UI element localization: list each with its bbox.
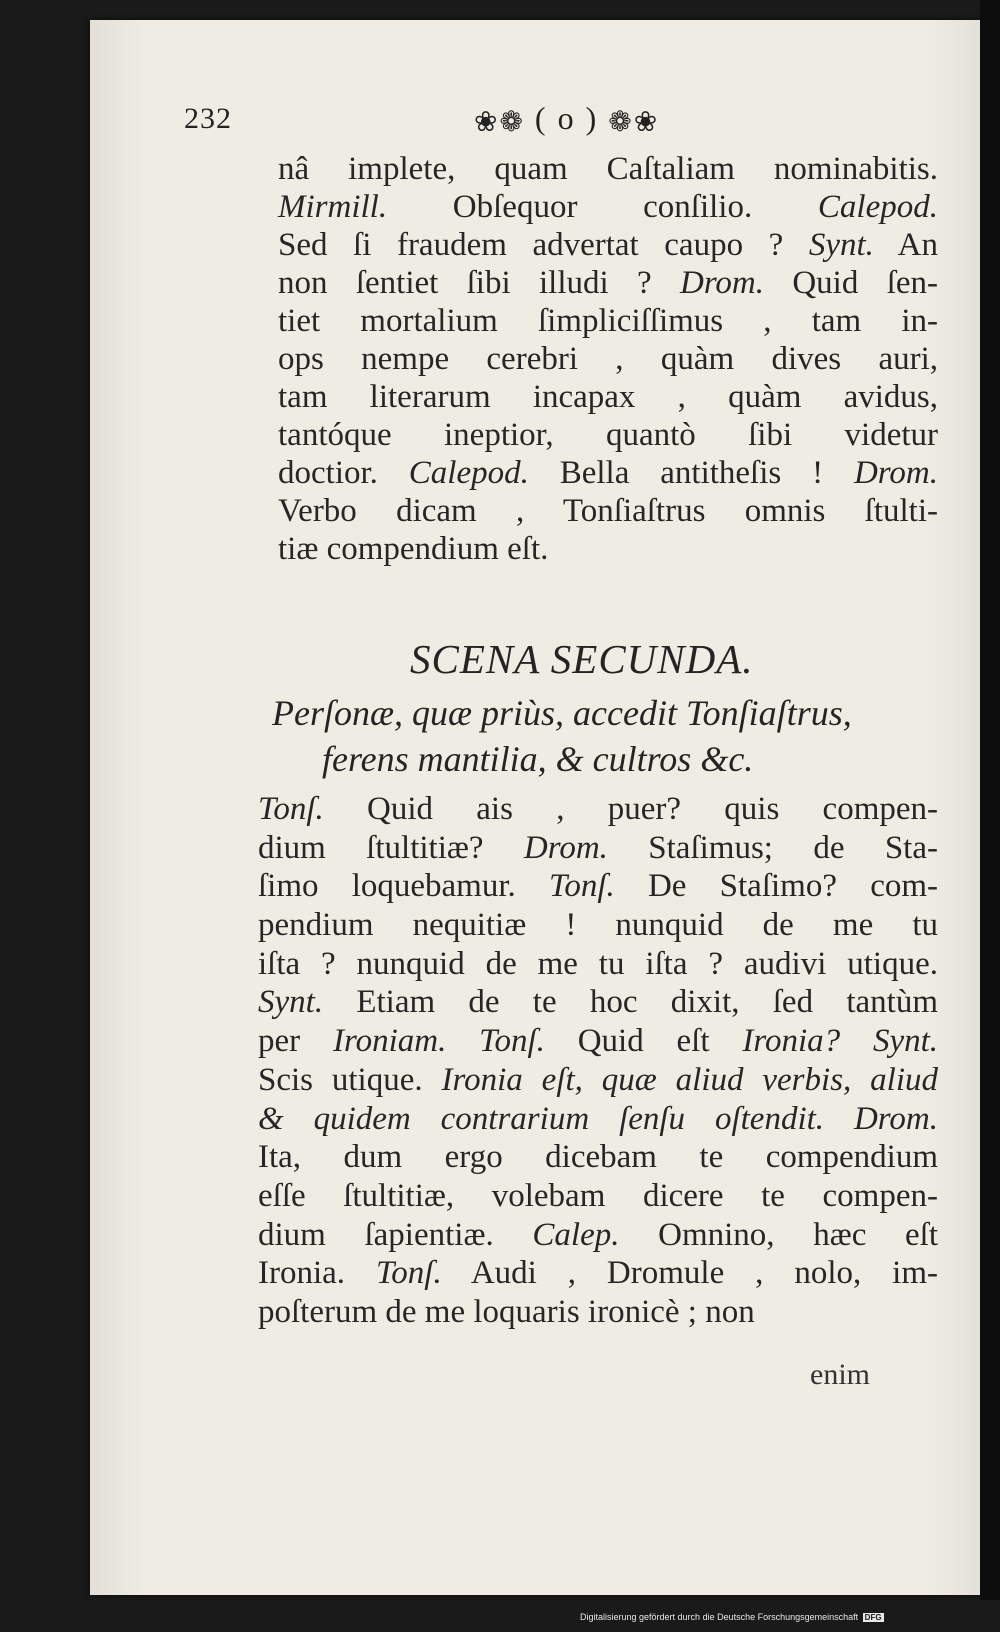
line-text: Obſequor conſilio. bbox=[387, 189, 818, 225]
line-text: Staſimus; de Sta- bbox=[607, 829, 938, 866]
line-text: Bella antitheſis ! bbox=[528, 455, 854, 491]
speaker-or-italic-text: Ironia eſt, quæ aliud verbis, aliud bbox=[441, 1061, 939, 1098]
speaker-or-italic-text: & quidem contrarium ſenſu oſtendit. bbox=[258, 1100, 825, 1137]
speaker-or-italic-text: Mirmill. bbox=[278, 189, 388, 225]
dialogue-text-body bbox=[258, 790, 938, 1332]
text-line bbox=[278, 416, 938, 454]
line-text: eſſe ſtultitiæ, volebam dicere te compen- bbox=[258, 1177, 938, 1214]
line-text: dium ſapientiæ. bbox=[258, 1216, 533, 1253]
text-line bbox=[258, 1216, 938, 1255]
running-head bbox=[474, 100, 659, 139]
line-text: De Staſimo? com- bbox=[614, 868, 939, 905]
dfg-logo: DFG bbox=[864, 1613, 882, 1622]
text-line bbox=[258, 829, 938, 868]
speaker-or-italic-text: Drom. bbox=[853, 455, 938, 491]
line-text: per bbox=[258, 1023, 333, 1060]
line-text: poſterum de me loquaris ironicè ; non bbox=[258, 1293, 755, 1330]
personae-line: ferens mantilia, & cultros &c. bbox=[322, 739, 754, 779]
line-text: tiæ compendium eſt. bbox=[278, 531, 549, 567]
speaker-or-italic-text: Calep. bbox=[532, 1216, 620, 1253]
line-text bbox=[446, 1023, 479, 1059]
speaker-or-italic-text: Tonſ. bbox=[549, 868, 615, 905]
line-text: ops nempe cerebri , quàm dives auri, bbox=[278, 341, 938, 377]
speaker-or-italic-text: Ironia? Synt. bbox=[742, 1023, 939, 1060]
line-text: Audi , Dromule , nolo, im- bbox=[441, 1255, 938, 1292]
text-line bbox=[258, 867, 938, 906]
speaker-or-italic-text: Calepod. bbox=[408, 455, 529, 491]
line-text: Omnino, hæc eſt bbox=[619, 1216, 938, 1253]
speaker-or-italic-text: Synt. bbox=[258, 984, 324, 1021]
scan-border bbox=[980, 0, 1000, 1600]
catchword: enim bbox=[810, 1358, 870, 1391]
text-line bbox=[278, 340, 938, 378]
speaker-or-italic-text: Calepod. bbox=[817, 189, 938, 225]
text-line bbox=[258, 1177, 938, 1216]
line-text: Quid ſen- bbox=[764, 265, 938, 301]
page-number: 232 bbox=[184, 102, 232, 135]
personae-heading bbox=[272, 690, 942, 782]
text-line bbox=[258, 906, 938, 945]
text-line bbox=[258, 945, 938, 984]
speaker-or-italic-text: Ironiam. bbox=[332, 1023, 447, 1060]
line-text: iſta ? nunquid de me tu iſta ? audivi utique. bbox=[258, 945, 938, 982]
text-line bbox=[278, 150, 938, 188]
speaker-or-italic-text: Drom. bbox=[853, 1100, 938, 1137]
dialogue-text-top bbox=[278, 150, 938, 568]
text-line bbox=[258, 1022, 938, 1061]
line-text: Quid ais , puer? quis compen- bbox=[323, 791, 938, 827]
text-line bbox=[278, 226, 938, 264]
text-line bbox=[278, 454, 938, 492]
line-text: tantóque ineptior, quantò ſibi videtur bbox=[278, 417, 938, 453]
line-text: pendium nequitiæ ! nunquid de me tu bbox=[258, 907, 938, 944]
line-text: nâ implete, quam Caſtaliam nominabitis. bbox=[278, 151, 938, 187]
text-line bbox=[258, 1138, 938, 1177]
footer-text: Digitalisierung gefördert durch die Deutsche Forschungsgemeinschaft bbox=[580, 1612, 859, 1622]
text-line bbox=[258, 983, 938, 1022]
line-text: Scis utique. bbox=[258, 1061, 442, 1098]
text-line bbox=[258, 1100, 938, 1139]
line-text: Sed ſi fraudem advertat caupo ? bbox=[278, 227, 809, 263]
line-text: An bbox=[873, 227, 938, 263]
header-mark-text: ( o ) bbox=[534, 100, 599, 136]
line-text: dium ſtultitiæ? bbox=[258, 829, 524, 866]
speaker-or-italic-text: Drom. bbox=[679, 265, 765, 301]
text-line bbox=[278, 264, 938, 302]
digitization-footer bbox=[580, 1612, 884, 1622]
line-text: non ſentiet ſibi illudi ? bbox=[278, 265, 680, 301]
text-line bbox=[278, 188, 938, 226]
line-text: tiet mortalium ſimpliciſſimus , tam in- bbox=[278, 303, 938, 339]
line-text bbox=[824, 1101, 854, 1137]
speaker-or-italic-text: Tonſ. bbox=[479, 1023, 545, 1060]
page-header bbox=[184, 98, 744, 146]
line-text: tam literarum incapax , quàm avidus, bbox=[278, 379, 938, 415]
line-text: Verbo dicam , Tonſiaſtrus omnis ſtulti- bbox=[278, 493, 938, 529]
text-line bbox=[258, 1254, 938, 1293]
text-line bbox=[258, 1061, 938, 1100]
speaker-or-italic-text: Tonſ. bbox=[258, 791, 324, 827]
text-line bbox=[278, 492, 938, 530]
text-line bbox=[278, 530, 938, 568]
line-text: Ironia. bbox=[258, 1255, 376, 1292]
speaker-or-italic-text: Synt. bbox=[808, 227, 874, 263]
speaker-or-italic-text: Tonſ. bbox=[375, 1255, 442, 1292]
line-text: doctior. bbox=[278, 455, 409, 491]
scene-title: SCENA SECUNDA. bbox=[410, 636, 754, 682]
text-line bbox=[258, 790, 938, 829]
text-line bbox=[278, 302, 938, 340]
line-text: Etiam de te hoc dixit, ſed tantùm bbox=[323, 984, 938, 1021]
text-line bbox=[278, 378, 938, 416]
personae-line: Perſonæ, quæ priùs, accedit Tonſiaſtrus, bbox=[272, 693, 852, 733]
line-text: ſimo loquebamur. bbox=[258, 868, 549, 905]
text-line bbox=[258, 1293, 938, 1332]
ornament-left-icon: ❀❁ bbox=[474, 106, 525, 138]
speaker-or-italic-text: Drom. bbox=[523, 829, 608, 866]
ornament-right-icon: ❁❀ bbox=[608, 106, 660, 138]
line-text: Ita, dum ergo dicebam te compendium bbox=[258, 1139, 938, 1176]
line-text: Quid eſt bbox=[544, 1023, 743, 1060]
